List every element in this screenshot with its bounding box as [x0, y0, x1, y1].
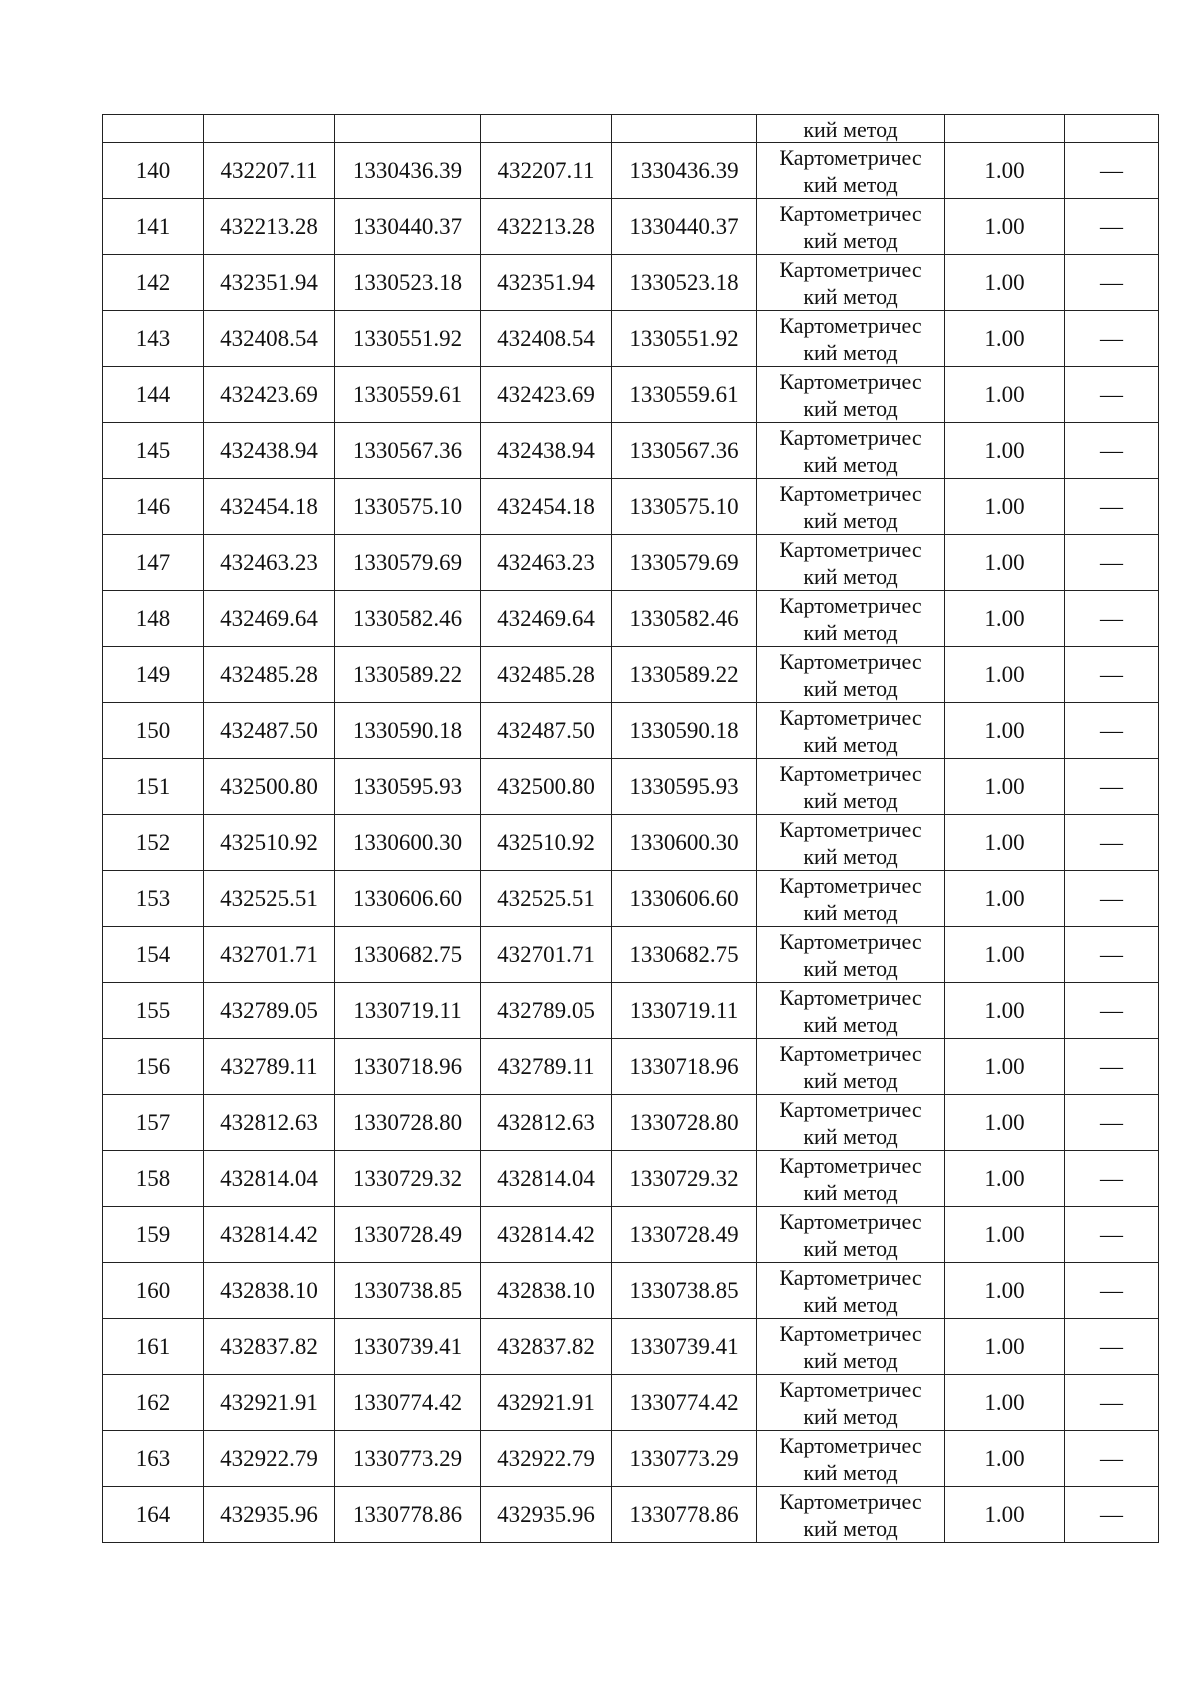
table-row: [103, 367, 1159, 423]
cell-x-refined: 432485.28: [481, 647, 612, 703]
cell-accuracy: 1.00: [945, 1487, 1065, 1543]
table-row: [103, 1151, 1159, 1207]
cell-note: —: [1065, 143, 1159, 199]
method-line-2: кий метод: [803, 1459, 898, 1485]
cell-y-refined: 1330600.30: [612, 815, 757, 871]
cell-note: —: [1065, 983, 1159, 1039]
cell-number: 153: [103, 871, 204, 927]
cell-x-existing: 432814.42: [204, 1207, 335, 1263]
cell-x-existing: 432510.92: [204, 815, 335, 871]
cell-note: —: [1065, 1263, 1159, 1319]
cell-note: —: [1065, 1039, 1159, 1095]
method-line-1: Картометричес: [779, 256, 922, 282]
cell-number: 161: [103, 1319, 204, 1375]
method-line-2: кий метод: [803, 1123, 898, 1149]
cell-x-existing: 432812.63: [204, 1095, 335, 1151]
cell-x-existing: 432213.28: [204, 199, 335, 255]
method-line-1: Картометричес: [779, 536, 922, 562]
cell-note: —: [1065, 255, 1159, 311]
cell-number: 151: [103, 759, 204, 815]
method-line-1: Картометричес: [779, 1432, 922, 1458]
cell-x-refined: 432487.50: [481, 703, 612, 759]
cell-note: —: [1065, 1431, 1159, 1487]
cell-y-refined: 1330739.41: [612, 1319, 757, 1375]
cell-number: 154: [103, 927, 204, 983]
cell-method: [757, 479, 945, 535]
cell-x-refined: 432838.10: [481, 1263, 612, 1319]
cell-y-refined: 1330575.10: [612, 479, 757, 535]
cell-y-refined: 1330551.92: [612, 311, 757, 367]
cell-x-existing: 432921.91: [204, 1375, 335, 1431]
cell-x-existing: 432935.96: [204, 1487, 335, 1543]
cell-x-existing: 432487.50: [204, 703, 335, 759]
cell-x-refined: 432454.18: [481, 479, 612, 535]
cell-number: 142: [103, 255, 204, 311]
cell-y-refined: 1330595.93: [612, 759, 757, 815]
method-line-2: кий метод: [803, 1011, 898, 1037]
cell-accuracy: 1.00: [945, 255, 1065, 311]
cell-method: [757, 423, 945, 479]
cell-accuracy: 1.00: [945, 1375, 1065, 1431]
cell-y-existing: 1330728.49: [335, 1207, 481, 1263]
cell-y-existing: 1330600.30: [335, 815, 481, 871]
method-line-1: Картометричес: [779, 648, 922, 674]
cell-x-existing: 432500.80: [204, 759, 335, 815]
method-line-2: кий метод: [803, 451, 898, 477]
cell-note: —: [1065, 311, 1159, 367]
cell-y-existing: 1330523.18: [335, 255, 481, 311]
cell-number: 158: [103, 1151, 204, 1207]
cell-accuracy: 1.00: [945, 535, 1065, 591]
cell-x-refined: 432463.23: [481, 535, 612, 591]
method-line-1: Картометричес: [779, 872, 922, 898]
method-line-2: кий метод: [803, 787, 898, 813]
cell-x-existing: 432463.23: [204, 535, 335, 591]
cell-x-existing: 432454.18: [204, 479, 335, 535]
cell-note: [1065, 115, 1159, 143]
method-line-1: Картометричес: [779, 760, 922, 786]
cell-note: —: [1065, 1207, 1159, 1263]
cell-x-existing: [204, 115, 335, 143]
cell-y-refined: 1330778.86: [612, 1487, 757, 1543]
cell-y-existing: 1330440.37: [335, 199, 481, 255]
method-line-2: кий метод: [803, 731, 898, 757]
method-line-2: кий метод: [803, 227, 898, 253]
cell-note: —: [1065, 1151, 1159, 1207]
table-row: [103, 535, 1159, 591]
method-line-1: Картометричес: [779, 424, 922, 450]
table-row: [103, 1431, 1159, 1487]
table-row: [103, 815, 1159, 871]
cell-method: [757, 647, 945, 703]
cell-accuracy: 1.00: [945, 1039, 1065, 1095]
cell-note: —: [1065, 1095, 1159, 1151]
cell-x-refined: 432812.63: [481, 1095, 612, 1151]
method-line-1: Картометричес: [779, 368, 922, 394]
cell-note: —: [1065, 535, 1159, 591]
cell-x-existing: 432525.51: [204, 871, 335, 927]
cell-number: 160: [103, 1263, 204, 1319]
cell-method: [757, 143, 945, 199]
table-row: [103, 927, 1159, 983]
cell-x-existing: 432469.64: [204, 591, 335, 647]
method-line-2: кий метод: [803, 117, 898, 142]
cell-note: —: [1065, 367, 1159, 423]
cell-note: —: [1065, 927, 1159, 983]
method-line-2: кий метод: [803, 507, 898, 533]
cell-y-existing: 1330778.86: [335, 1487, 481, 1543]
method-line-2: кий метод: [803, 171, 898, 197]
method-line-2: кий метод: [803, 1179, 898, 1205]
cell-accuracy: 1.00: [945, 591, 1065, 647]
cell-note: —: [1065, 1487, 1159, 1543]
method-line-2: кий метод: [803, 843, 898, 869]
table-row: [103, 311, 1159, 367]
method-line-1: Картометричес: [779, 592, 922, 618]
cell-y-existing: 1330729.32: [335, 1151, 481, 1207]
method-line-2: кий метод: [803, 395, 898, 421]
cell-x-refined: 432837.82: [481, 1319, 612, 1375]
cell-x-refined: 432935.96: [481, 1487, 612, 1543]
cell-x-existing: 432485.28: [204, 647, 335, 703]
table-row: [103, 983, 1159, 1039]
cell-note: —: [1065, 647, 1159, 703]
method-line-1: Картометричес: [779, 144, 922, 170]
cell-y-existing: 1330590.18: [335, 703, 481, 759]
method-line-2: кий метод: [803, 1515, 898, 1541]
cell-accuracy: 1.00: [945, 423, 1065, 479]
cell-method: [757, 815, 945, 871]
cell-x-refined: 432423.69: [481, 367, 612, 423]
cell-method: [757, 1487, 945, 1543]
method-line-1: Картометричес: [779, 1320, 922, 1346]
cell-accuracy: 1.00: [945, 1319, 1065, 1375]
method-line-2: кий метод: [803, 675, 898, 701]
cell-x-refined: 432351.94: [481, 255, 612, 311]
cell-number: 149: [103, 647, 204, 703]
cell-number: 162: [103, 1375, 204, 1431]
cell-number: 140: [103, 143, 204, 199]
cell-note: —: [1065, 591, 1159, 647]
table-row: [103, 647, 1159, 703]
cell-method: [757, 983, 945, 1039]
cell-y-existing: 1330773.29: [335, 1431, 481, 1487]
method-line-2: кий метод: [803, 1067, 898, 1093]
cell-x-existing: 432838.10: [204, 1263, 335, 1319]
cell-y-existing: 1330774.42: [335, 1375, 481, 1431]
cell-x-refined: 432207.11: [481, 143, 612, 199]
cell-x-existing: 432789.05: [204, 983, 335, 1039]
cell-y-refined: 1330719.11: [612, 983, 757, 1039]
cell-number: 159: [103, 1207, 204, 1263]
table-row: [103, 479, 1159, 535]
cell-y-existing: 1330595.93: [335, 759, 481, 815]
cell-x-existing: 432207.11: [204, 143, 335, 199]
cell-number: 147: [103, 535, 204, 591]
cell-x-refined: 432500.80: [481, 759, 612, 815]
cell-y-refined: 1330523.18: [612, 255, 757, 311]
method-line-1: Картометричес: [779, 480, 922, 506]
method-line-1: Картометричес: [779, 928, 922, 954]
cell-note: —: [1065, 199, 1159, 255]
cell-number: 148: [103, 591, 204, 647]
cell-y-refined: [612, 115, 757, 143]
cell-y-existing: 1330575.10: [335, 479, 481, 535]
cell-number: 150: [103, 703, 204, 759]
cell-y-refined: 1330728.49: [612, 1207, 757, 1263]
method-line-2: кий метод: [803, 955, 898, 981]
cell-accuracy: 1.00: [945, 199, 1065, 255]
cell-y-existing: 1330728.80: [335, 1095, 481, 1151]
cell-method: [757, 1263, 945, 1319]
cell-x-refined: 432814.04: [481, 1151, 612, 1207]
cell-method: [757, 199, 945, 255]
cell-number: 155: [103, 983, 204, 1039]
cell-accuracy: 1.00: [945, 1151, 1065, 1207]
cell-x-existing: 432423.69: [204, 367, 335, 423]
method-line-2: кий метод: [803, 563, 898, 589]
method-line-1: Картометричес: [779, 1096, 922, 1122]
cell-x-existing: 432408.54: [204, 311, 335, 367]
cell-note: —: [1065, 759, 1159, 815]
cell-accuracy: 1.00: [945, 1095, 1065, 1151]
table-row: [103, 423, 1159, 479]
cell-method: [757, 591, 945, 647]
cell-number: 143: [103, 311, 204, 367]
cell-accuracy: 1.00: [945, 871, 1065, 927]
cell-method: [757, 255, 945, 311]
cell-accuracy: 1.00: [945, 983, 1065, 1039]
cell-accuracy: [945, 115, 1065, 143]
table-body: [103, 115, 1159, 1543]
cell-y-refined: 1330729.32: [612, 1151, 757, 1207]
cell-number: 152: [103, 815, 204, 871]
cell-x-existing: 432438.94: [204, 423, 335, 479]
cell-method: [757, 367, 945, 423]
cell-number: 156: [103, 1039, 204, 1095]
cell-y-existing: 1330589.22: [335, 647, 481, 703]
cell-accuracy: 1.00: [945, 479, 1065, 535]
cell-y-existing: 1330682.75: [335, 927, 481, 983]
cell-method: [757, 871, 945, 927]
cell-method: [757, 535, 945, 591]
method-line-2: кий метод: [803, 1235, 898, 1261]
cell-y-refined: 1330718.96: [612, 1039, 757, 1095]
cell-y-existing: 1330738.85: [335, 1263, 481, 1319]
cell-method: [757, 1151, 945, 1207]
cell-method: [757, 1095, 945, 1151]
cell-y-refined: 1330590.18: [612, 703, 757, 759]
cell-y-refined: 1330440.37: [612, 199, 757, 255]
cell-y-refined: 1330436.39: [612, 143, 757, 199]
cell-y-existing: 1330606.60: [335, 871, 481, 927]
cell-method: [757, 115, 945, 143]
cell-method: [757, 1375, 945, 1431]
cell-x-refined: 432701.71: [481, 927, 612, 983]
cell-accuracy: 1.00: [945, 367, 1065, 423]
cell-accuracy: 1.00: [945, 311, 1065, 367]
cell-note: —: [1065, 703, 1159, 759]
method-line-1: Картометричес: [779, 816, 922, 842]
method-line-2: кий метод: [803, 619, 898, 645]
method-line-1: Картометричес: [779, 1488, 922, 1514]
cell-number: 144: [103, 367, 204, 423]
cell-method: [757, 1207, 945, 1263]
table-row: [103, 1207, 1159, 1263]
cell-y-refined: 1330773.29: [612, 1431, 757, 1487]
cell-accuracy: 1.00: [945, 815, 1065, 871]
table-row: [103, 703, 1159, 759]
cell-accuracy: 1.00: [945, 1431, 1065, 1487]
cell-y-existing: 1330718.96: [335, 1039, 481, 1095]
table-row: [103, 871, 1159, 927]
method-line-1: Картометричес: [779, 984, 922, 1010]
table-row: [103, 255, 1159, 311]
cell-accuracy: 1.00: [945, 647, 1065, 703]
method-line-2: кий метод: [803, 1347, 898, 1373]
method-line-2: кий метод: [803, 1403, 898, 1429]
cell-y-refined: 1330738.85: [612, 1263, 757, 1319]
cell-x-refined: 432789.05: [481, 983, 612, 1039]
cell-method: [757, 927, 945, 983]
cell-x-existing: 432789.11: [204, 1039, 335, 1095]
cell-y-existing: 1330582.46: [335, 591, 481, 647]
table-row: [103, 1039, 1159, 1095]
cell-x-refined: 432213.28: [481, 199, 612, 255]
cell-accuracy: 1.00: [945, 143, 1065, 199]
method-line-1: Картометричес: [779, 312, 922, 338]
cell-y-existing: 1330559.61: [335, 367, 481, 423]
cell-x-existing: 432701.71: [204, 927, 335, 983]
cell-number: 145: [103, 423, 204, 479]
cell-accuracy: 1.00: [945, 927, 1065, 983]
cell-y-existing: 1330436.39: [335, 143, 481, 199]
cell-note: —: [1065, 815, 1159, 871]
cell-y-existing: 1330551.92: [335, 311, 481, 367]
method-line-2: кий метод: [803, 1291, 898, 1317]
cell-x-existing: 432922.79: [204, 1431, 335, 1487]
cell-accuracy: 1.00: [945, 1263, 1065, 1319]
method-line-1: Картометричес: [779, 1264, 922, 1290]
cell-y-existing: [335, 115, 481, 143]
cell-x-refined: 432921.91: [481, 1375, 612, 1431]
cell-x-refined: 432510.92: [481, 815, 612, 871]
cell-note: —: [1065, 479, 1159, 535]
cell-number: [103, 115, 204, 143]
cell-y-refined: 1330774.42: [612, 1375, 757, 1431]
cell-y-existing: 1330739.41: [335, 1319, 481, 1375]
cell-x-refined: 432525.51: [481, 871, 612, 927]
method-line-1: Картометричес: [779, 1040, 922, 1066]
table-row: [103, 591, 1159, 647]
method-line-1: Картометричес: [779, 1152, 922, 1178]
table-row: [103, 1095, 1159, 1151]
method-line-1: Картометричес: [779, 200, 922, 226]
table-row: [103, 199, 1159, 255]
cell-x-refined: 432408.54: [481, 311, 612, 367]
cell-x-existing: 432351.94: [204, 255, 335, 311]
cell-y-refined: 1330682.75: [612, 927, 757, 983]
cell-x-refined: 432922.79: [481, 1431, 612, 1487]
cell-x-refined: [481, 115, 612, 143]
cell-y-refined: 1330728.80: [612, 1095, 757, 1151]
cell-y-existing: 1330579.69: [335, 535, 481, 591]
method-line-2: кий метод: [803, 899, 898, 925]
method-line-2: кий метод: [803, 283, 898, 309]
cell-accuracy: 1.00: [945, 759, 1065, 815]
cell-number: 157: [103, 1095, 204, 1151]
cell-number: 164: [103, 1487, 204, 1543]
cell-y-refined: 1330606.60: [612, 871, 757, 927]
table-row: [103, 1319, 1159, 1375]
coordinates-table: [102, 114, 1159, 1543]
cell-x-existing: 432814.04: [204, 1151, 335, 1207]
cell-y-existing: 1330719.11: [335, 983, 481, 1039]
table-row: [103, 143, 1159, 199]
method-line-1: Картометричес: [779, 704, 922, 730]
cell-accuracy: 1.00: [945, 1207, 1065, 1263]
table-row: [103, 1487, 1159, 1543]
cell-method: [757, 1431, 945, 1487]
table-row: [103, 1375, 1159, 1431]
cell-y-refined: 1330582.46: [612, 591, 757, 647]
cell-note: —: [1065, 1375, 1159, 1431]
cell-x-refined: 432469.64: [481, 591, 612, 647]
cell-x-refined: 432789.11: [481, 1039, 612, 1095]
cell-y-refined: 1330589.22: [612, 647, 757, 703]
cell-number: 146: [103, 479, 204, 535]
cell-number: 163: [103, 1431, 204, 1487]
cell-note: —: [1065, 1319, 1159, 1375]
cell-y-existing: 1330567.36: [335, 423, 481, 479]
cell-note: —: [1065, 871, 1159, 927]
cell-number: 141: [103, 199, 204, 255]
cell-y-refined: 1330559.61: [612, 367, 757, 423]
cell-method: [757, 703, 945, 759]
cell-x-refined: 432438.94: [481, 423, 612, 479]
cell-note: —: [1065, 423, 1159, 479]
cell-y-refined: 1330579.69: [612, 535, 757, 591]
method-line-2: кий метод: [803, 339, 898, 365]
cell-x-refined: 432814.42: [481, 1207, 612, 1263]
cell-method: [757, 1039, 945, 1095]
cell-accuracy: 1.00: [945, 703, 1065, 759]
cell-x-existing: 432837.82: [204, 1319, 335, 1375]
continuation-row: [103, 115, 1159, 143]
method-line-1: Картометричес: [779, 1376, 922, 1402]
table-row: [103, 759, 1159, 815]
cell-method: [757, 759, 945, 815]
cell-method: [757, 1319, 945, 1375]
cell-y-refined: 1330567.36: [612, 423, 757, 479]
table-row: [103, 1263, 1159, 1319]
method-line-1: Картометричес: [779, 1208, 922, 1234]
cell-method: [757, 311, 945, 367]
